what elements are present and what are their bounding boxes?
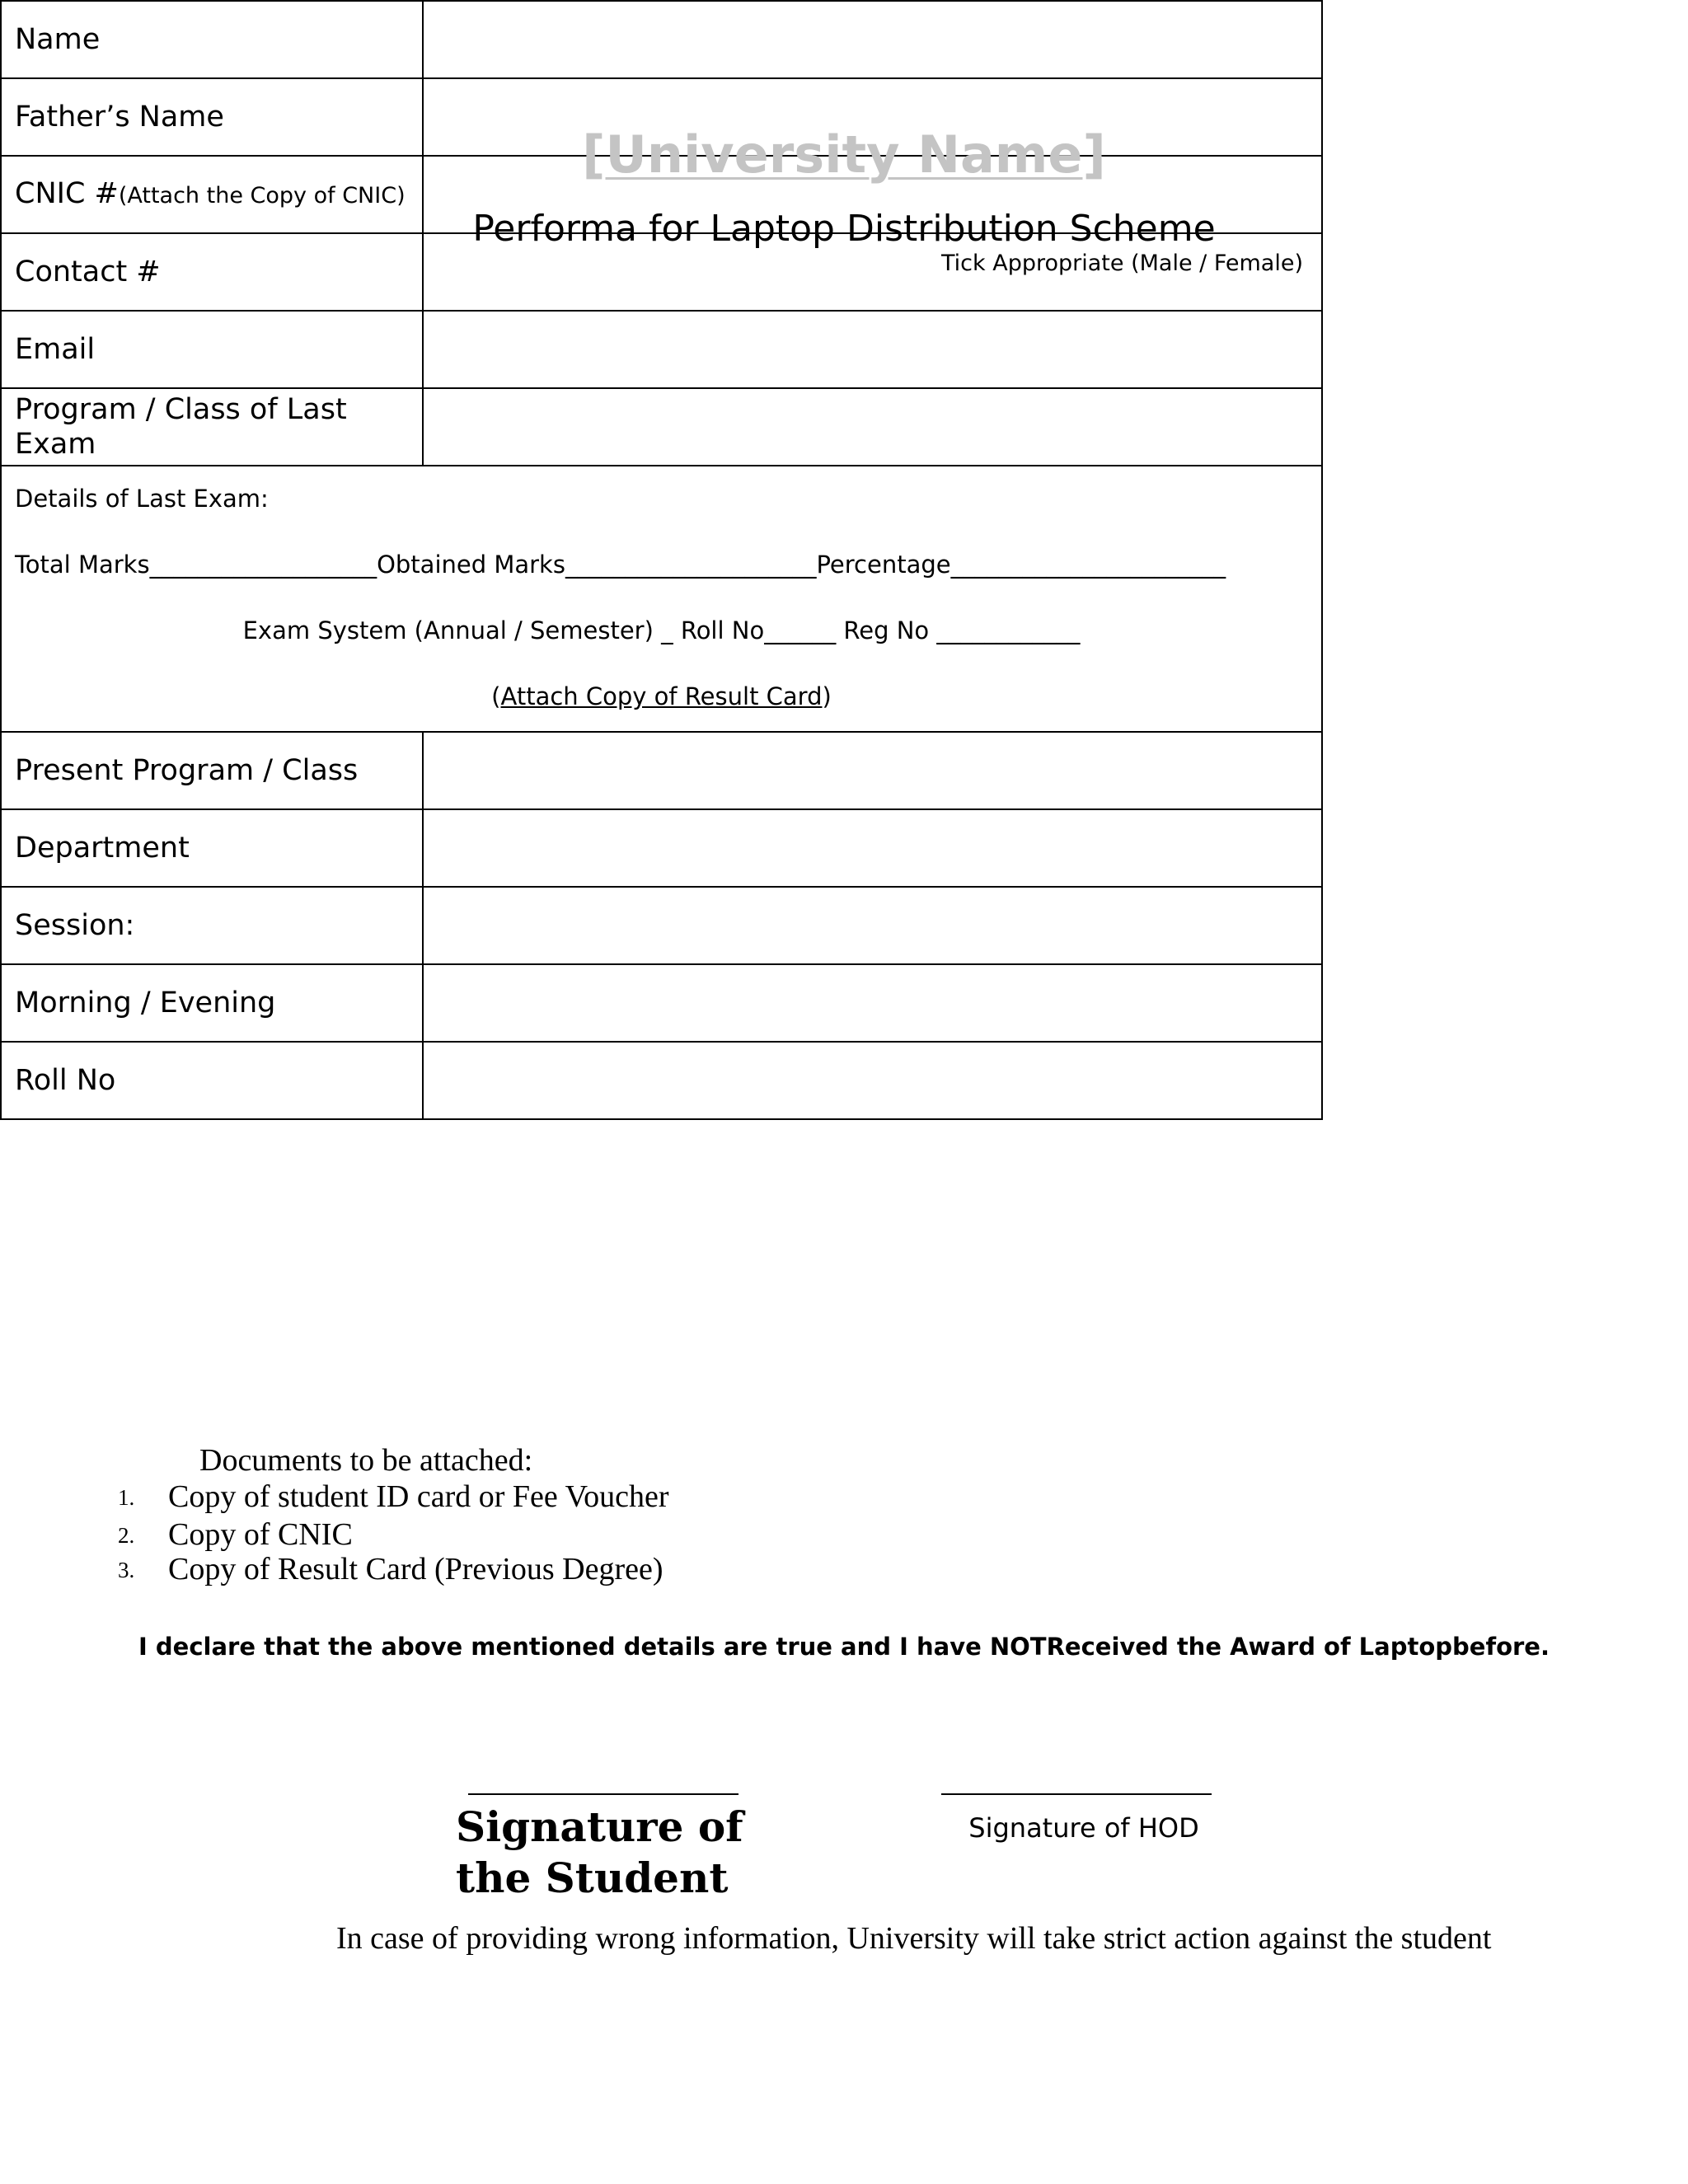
list-item	[0, 1551, 824, 1587]
attach-result-text: Attach Copy of Result Card	[500, 682, 823, 710]
student-signature-label	[456, 1802, 753, 1904]
attach-result-note	[2, 682, 1321, 710]
list-item-text: Copy of student ID card or Fee Voucher	[168, 1479, 669, 1514]
session-field[interactable]	[423, 887, 1322, 964]
last-program-field[interactable]	[423, 388, 1322, 466]
field-label-father-name: Father’s Name	[1, 78, 423, 156]
student-signature-label-line2: the Student	[456, 1854, 729, 1902]
form-title: Performa for Laptop Distribution Scheme	[472, 208, 1216, 250]
exam-details-cell	[1, 466, 1322, 732]
name-field[interactable]	[423, 1, 1322, 78]
university-name: University Name	[605, 124, 1083, 185]
cnic-field[interactable]	[423, 156, 1322, 233]
cnic-note: (Attach the Copy of CNIC)	[118, 182, 406, 209]
present-program-field[interactable]	[423, 732, 1322, 809]
field-label-roll-no: Roll No	[1, 1042, 423, 1119]
field-label-contact: Contact #	[1, 233, 423, 311]
list-item-number: 2.	[118, 1523, 135, 1548]
form-row-roll-no	[1, 1042, 1322, 1119]
list-item	[0, 1479, 824, 1515]
hod-signature-label: Signature of HOD	[968, 1812, 1199, 1844]
field-label-last-program: Program / Class of Last Exam	[1, 388, 423, 466]
field-label-name: Name	[1, 1, 423, 78]
list-item-number: 3.	[118, 1558, 135, 1582]
field-label-session: Session:	[1, 887, 423, 964]
gender-tick-hint: Tick Appropriate (Male / Female)	[941, 251, 1303, 276]
contact-field[interactable]	[423, 233, 1322, 311]
attach-paren-open: (	[491, 682, 501, 710]
form-row-shift	[1, 964, 1322, 1042]
roll-no-field[interactable]	[423, 1042, 1322, 1119]
form-row-last-program	[1, 388, 1322, 466]
list-item-text: Copy of CNIC	[168, 1517, 353, 1552]
student-signature-line[interactable]	[468, 1793, 738, 1795]
field-label-shift: Morning / Evening	[1, 964, 423, 1042]
form-row-email	[1, 311, 1322, 388]
hod-signature-line[interactable]	[941, 1793, 1212, 1795]
list-item	[0, 1516, 824, 1553]
bracket-open: [	[582, 124, 606, 185]
student-signature-label-line1: Signature of	[456, 1802, 743, 1851]
exam-details-heading: Details of Last Exam:	[15, 485, 269, 513]
form-row-department	[1, 809, 1322, 887]
attach-paren-close: )	[822, 682, 832, 710]
shift-field[interactable]	[423, 964, 1322, 1042]
warning-note: In case of providing wrong information, University will take strict action against the student	[336, 1921, 1492, 1956]
cnic-label: CNIC #	[15, 176, 119, 210]
bracket-close: ]	[1082, 124, 1106, 185]
form-row-name	[1, 1, 1322, 78]
form-row-session	[1, 887, 1322, 964]
declaration-statement: I declare that the above mentioned details are true and I have NOTReceived the Award of Laptopbefore.	[138, 1633, 1550, 1661]
exam-system-line[interactable]: Exam System (Annual / Semester) _ Roll No______ Reg No ____________	[242, 616, 1081, 644]
list-item-text: Copy of Result Card (Previous Degree)	[168, 1552, 663, 1586]
email-field[interactable]	[423, 311, 1322, 388]
field-label-present-program: Present Program / Class	[1, 732, 423, 809]
form-row-exam-details	[1, 466, 1322, 732]
field-label-email: Email	[1, 311, 423, 388]
documents-title: Documents to be attached:	[199, 1443, 533, 1478]
list-item-number: 1.	[118, 1485, 135, 1510]
field-label-department: Department	[1, 809, 423, 887]
father-name-field[interactable]	[423, 78, 1322, 156]
exam-marks-line[interactable]: Total Marks___________________Obtained Marks_____________________Percentage_______________________	[15, 551, 1226, 579]
department-field[interactable]	[423, 809, 1322, 887]
form-row-present-program	[1, 732, 1322, 809]
